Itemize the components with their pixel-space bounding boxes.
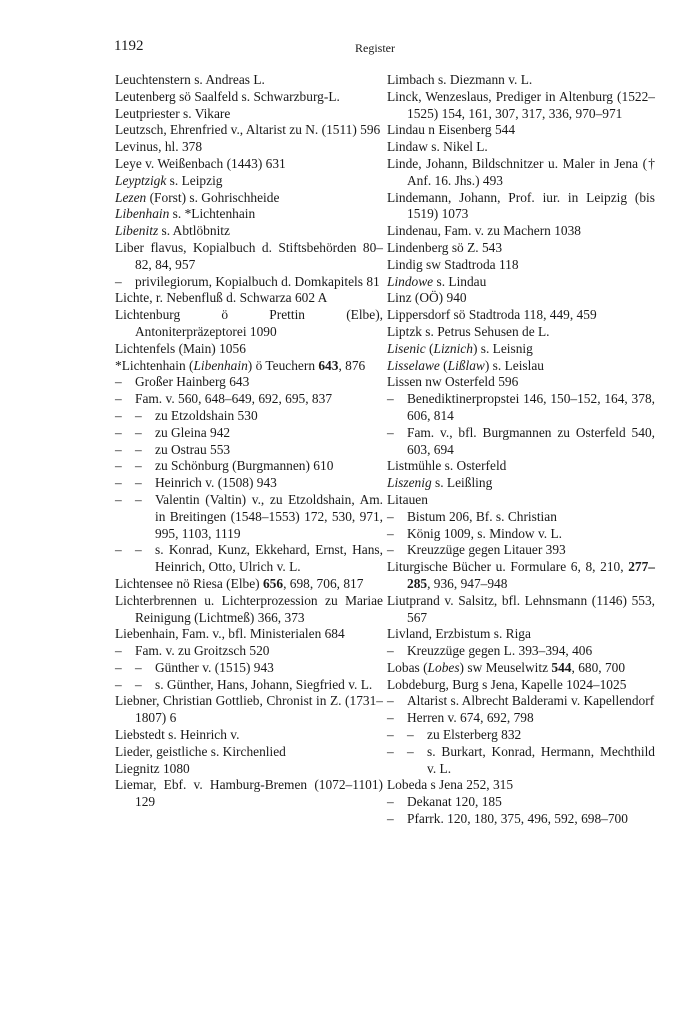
sub-entry-dash: – [135, 659, 142, 675]
primary-page-reference: 643 [318, 357, 339, 373]
register-subentry [387, 526, 655, 543]
entry-text: Livland, Erzbistum s. Riga [387, 626, 531, 642]
register-entry [387, 240, 655, 257]
entry-text: Lindenau, Fam. v. zu Machern 1038 [387, 223, 581, 239]
sub-entry-dash: – [387, 643, 394, 659]
historical-name-variant: Lezen [115, 189, 147, 205]
historical-name-variant: Lisenic [387, 340, 426, 356]
entry-text: Liemar, Ebf. v. Hamburg-Bremen (1072–1101) 129 [115, 777, 383, 810]
register-subentry [115, 492, 383, 542]
entry-text: Lichte, r. Nebenfluß d. Schwarza 602 A [115, 290, 328, 306]
entry-text: König 1009, s. Mindow v. L. [407, 525, 562, 541]
register-subentry [115, 542, 383, 576]
register-subentry [387, 744, 655, 778]
entry-text: zu Ostrau 553 [155, 441, 231, 457]
register-entry [115, 693, 383, 727]
entry-text: s. Konrad, Kunz, Ekkehard, Ernst, Hans, Heinrich, Otto, Ulrich v. L. [155, 542, 383, 575]
entry-text: privilegiorum, Kopialbuch d. Domkapitels 81 [135, 273, 380, 289]
entry-text: Lichtenfels (Main) 1056 [115, 340, 246, 356]
entry-text: zu Gleina 942 [155, 424, 231, 440]
entry-text: Lobeda s Jena 252, 315 [387, 777, 514, 793]
register-entry [115, 106, 383, 123]
register-entry [115, 576, 383, 593]
register-entry [387, 72, 655, 89]
entry-text: Lobdeburg, Burg s Jena, Kapelle 1024–1025 [387, 676, 627, 692]
entry-text: , 876 [338, 357, 366, 373]
sub-entry-dash: – [387, 811, 394, 827]
register-subentry [387, 727, 655, 744]
entry-text: Lichterbrennen u. Lichterprozession zu Mariae Reinigung (Lichtmeß) 366, 373 [115, 592, 383, 625]
entry-text: Leuchtenstern s. Andreas L. [115, 72, 265, 87]
sub-entry-dash: – [115, 491, 122, 507]
sub-entry-dash: – [387, 542, 394, 558]
register-subentry [115, 643, 383, 660]
entry-text: (Forst) s. Gohrischheide [146, 189, 280, 205]
entry-text: Lippersdorf sö Stadtroda 118, 449, 459 [387, 307, 597, 323]
register-entry [387, 559, 655, 593]
register-entry [387, 492, 655, 509]
register-entry [387, 660, 655, 677]
sub-entry-dash: – [135, 475, 142, 491]
entry-text: Liegnitz 1080 [115, 760, 190, 776]
register-column-right [387, 72, 655, 828]
sub-entry-dash: – [135, 424, 142, 440]
sub-entry-dash: – [115, 542, 122, 558]
sub-entry-dash: – [115, 458, 122, 474]
sub-entry-dash: – [115, 441, 122, 457]
entry-text: Linde, Johann, Bildschnitzer u. Maler in Jena († Anf. 16. Jhs.) 493 [387, 155, 655, 188]
sub-entry-dash: – [387, 391, 394, 407]
register-entry [387, 458, 655, 475]
register-entry [115, 307, 383, 341]
entry-text: Litauen [387, 491, 428, 507]
entry-text: Valentin (Valtin) v., zu Etzoldshain, Am. in Breitingen (1548–1553) 172, 530, 971, 995, 1103, 1119 [155, 491, 383, 541]
entry-text: Dekanat 120, 185 [407, 794, 502, 810]
sub-entry-dash: – [135, 491, 142, 507]
page-number: 1192 [114, 38, 144, 54]
sub-entry-dash: – [387, 693, 394, 709]
register-entry [387, 593, 655, 627]
register-subentry [115, 391, 383, 408]
register-entry [115, 223, 383, 240]
register-entry [115, 593, 383, 627]
entry-text: ( [425, 340, 434, 356]
register-subentry [115, 408, 383, 425]
entry-text: Fam. v., bfl. Burgmannen zu Osterfeld 540, 603, 694 [407, 424, 655, 457]
register-entry [387, 341, 655, 358]
sub-entry-dash: – [115, 273, 122, 289]
register-entry [115, 240, 383, 274]
entry-text: ) s. Leislau [484, 357, 544, 373]
entry-text: ) ö Teuchern [247, 357, 319, 373]
register-entry [115, 626, 383, 643]
entry-text: Liber flavus, Kopialbuch d. Stiftsbehörden 80–82, 84, 957 [115, 239, 383, 272]
register-subentry [387, 509, 655, 526]
register-entry [387, 626, 655, 643]
register-entry [387, 156, 655, 190]
register-entry [387, 307, 655, 324]
entry-text: Lichtenburg ö Prettin (Elbe), Antoniterpräzeptorei 1090 [115, 307, 383, 339]
entry-text: , 936, 947–948 [427, 575, 508, 591]
entry-text: Herren v. 674, 692, 798 [407, 710, 534, 726]
register-subentry [387, 542, 655, 559]
register-entry [115, 777, 383, 811]
entry-text: , 698, 706, 817 [283, 575, 364, 591]
register-entry [387, 324, 655, 341]
register-subentry [115, 274, 383, 291]
primary-page-reference: 277–285 [407, 559, 655, 591]
register-entry [387, 777, 655, 794]
register-entry [387, 374, 655, 391]
register-subentry [115, 475, 383, 492]
register-subentry [387, 425, 655, 459]
register-entry [387, 358, 655, 375]
register-entry [115, 206, 383, 223]
entry-text: Lindaw s. Nikel L. [387, 139, 488, 155]
entry-text: zu Schönburg (Burgmannen) 610 [155, 458, 334, 474]
entry-text: Lichtensee nö Riesa (Elbe) [115, 575, 263, 591]
entry-text: Günther v. (1515) 943 [155, 659, 274, 675]
entry-text: Großer Hainberg 643 [135, 374, 250, 390]
register-entry [387, 257, 655, 274]
register-entry [115, 139, 383, 156]
register-subentry [387, 811, 655, 828]
entry-text: Leutpriester s. Vikare [115, 105, 231, 121]
register-entry [387, 122, 655, 139]
sub-entry-dash: – [115, 475, 122, 491]
entry-text: Levinus, hl. 378 [115, 139, 203, 155]
sub-entry-dash: – [387, 508, 394, 524]
entry-text: Liutprand v. Salsitz, bfl. Lehnsmann (1146) 553, 567 [387, 592, 655, 625]
register-entry [387, 89, 655, 123]
register-entry [387, 290, 655, 307]
entry-text: s. Abtlöbnitz [158, 223, 230, 239]
entry-text: Kreuzzüge gegen Litauer 393 [407, 542, 566, 558]
sub-entry-dash: – [115, 391, 122, 407]
sub-entry-dash: – [115, 659, 122, 675]
entry-text: Leye v. Weißenbach (1443) 631 [115, 155, 286, 171]
register-subentry [115, 677, 383, 694]
entry-text: Liptzk s. Petrus Sehusen de L. [387, 323, 550, 339]
entry-text: Lindemann, Johann, Prof. iur. in Leipzig (bis 1519) 1073 [387, 189, 655, 222]
register-entry [115, 761, 383, 778]
register-entry [115, 156, 383, 173]
sub-entry-dash: – [115, 374, 122, 390]
historical-name-variant: Libenhain [115, 206, 170, 222]
register-entry [115, 190, 383, 207]
register-subentry [115, 660, 383, 677]
entry-text: Heinrich v. (1508) 943 [155, 475, 277, 491]
register-entry [115, 727, 383, 744]
register-subentry [387, 794, 655, 811]
entry-text: Listmühle s. Osterfeld [387, 458, 507, 474]
entry-text: zu Elsterberg 832 [427, 727, 522, 743]
entry-text: ( [439, 357, 448, 373]
entry-text: Leutenberg sö Saalfeld s. Schwarzburg-L. [115, 88, 340, 104]
sub-entry-dash: – [387, 525, 394, 541]
historical-name-variant: Lißlaw [447, 357, 485, 373]
register-entry [115, 173, 383, 190]
register-column-left [115, 72, 383, 811]
entry-text: s. Lindau [433, 273, 487, 289]
entry-text: s. Burkart, Konrad, Hermann, Mechthild v. L. [427, 743, 655, 776]
entry-text: Lobas ( [387, 659, 428, 675]
entry-text: Benediktinerpropstei 146, 150–152, 164, 378, 606, 814 [407, 391, 655, 423]
primary-page-reference: 544 [551, 659, 572, 675]
sub-entry-dash: – [407, 727, 414, 743]
register-entry [387, 190, 655, 224]
register-entry [115, 358, 383, 375]
register-subentry [387, 391, 655, 425]
historical-name-variant: Liszenig [387, 475, 432, 491]
register-entry [115, 744, 383, 761]
running-head: Register [355, 41, 395, 55]
sub-entry-dash: – [135, 458, 142, 474]
register-entry [387, 677, 655, 694]
historical-name-variant: Liznich [433, 340, 473, 356]
register-subentry [387, 643, 655, 660]
entry-text: Liturgische Bücher u. Formulare 6, 8, 210, [387, 559, 629, 575]
entry-text: ) s. Leisnig [472, 340, 533, 356]
entry-text: Linck, Wenzeslaus, Prediger in Altenburg (1522–1525) 154, 161, 307, 317, 336, 970–971 [387, 88, 655, 121]
sub-entry-dash: – [387, 743, 394, 759]
register-subentry [115, 442, 383, 459]
entry-text: s. *Lichtenhain [169, 206, 256, 222]
historical-name-variant: Leyptzigk [115, 172, 167, 188]
sub-entry-dash: – [135, 407, 142, 423]
register-entry [387, 223, 655, 240]
entry-text: s. Leißling [431, 475, 493, 491]
sub-entry-dash: – [387, 727, 394, 743]
register-subentry [115, 425, 383, 442]
historical-name-variant: Libenhain [193, 357, 248, 373]
historical-name-variant: Lobes [427, 659, 460, 675]
entry-text: Liebstedt s. Heinrich v. [115, 727, 240, 743]
historical-name-variant: Lindowe [387, 273, 434, 289]
entry-text: Liebenhain, Fam. v., bfl. Ministerialen 684 [115, 626, 345, 642]
sub-entry-dash: – [115, 643, 122, 659]
register-entry [115, 89, 383, 106]
entry-text: Lindenberg sö Z. 543 [387, 239, 503, 255]
sub-entry-dash: – [387, 794, 394, 810]
sub-entry-dash: – [135, 676, 142, 692]
entry-text: Fam. v. zu Groitzsch 520 [135, 643, 270, 659]
entry-text: Lindau n Eisenberg 544 [387, 122, 516, 138]
entry-text: Fam. v. 560, 648–649, 692, 695, 837 [135, 391, 333, 407]
entry-text: Lissen nw Osterfeld 596 [387, 374, 519, 390]
entry-text: *Lichtenhain ( [115, 357, 194, 373]
register-entry [387, 139, 655, 156]
entry-text: , 680, 700 [571, 659, 626, 675]
sub-entry-dash: – [407, 743, 414, 759]
register-subentry [115, 374, 383, 391]
entry-text: Pfarrk. 120, 180, 375, 496, 592, 698–700 [407, 811, 628, 827]
entry-text: Liebner, Christian Gottlieb, Chronist in Z. (1731–1807) 6 [115, 693, 383, 726]
sub-entry-dash: – [115, 676, 122, 692]
entry-text: s. Günther, Hans, Johann, Siegfried v. L. [155, 676, 373, 692]
entry-text: ) sw Meuselwitz [459, 659, 552, 675]
entry-text: Limbach s. Diezmann v. L. [387, 72, 533, 87]
sub-entry-dash: – [387, 710, 394, 726]
sub-entry-dash: – [115, 424, 122, 440]
sub-entry-dash: – [387, 424, 394, 440]
register-subentry [115, 458, 383, 475]
entry-text: zu Etzoldshain 530 [155, 407, 258, 423]
entry-text: Lindig sw Stadtroda 118 [387, 256, 519, 272]
register-subentry [387, 710, 655, 727]
entry-text: s. Leipzig [166, 172, 223, 188]
entry-text: Lieder, geistliche s. Kirchenlied [115, 743, 286, 759]
register-entry [387, 274, 655, 291]
entry-text: Linz (OÖ) 940 [387, 290, 467, 306]
sub-entry-dash: – [115, 407, 122, 423]
register-entry [115, 122, 383, 139]
register-subentry [387, 693, 655, 710]
entry-text: Altarist s. Albrecht Balderami v. Kapellendorf [407, 693, 655, 709]
register-entry [115, 72, 383, 89]
historical-name-variant: Lisselawe [387, 357, 440, 373]
sub-entry-dash: – [135, 441, 142, 457]
entry-text: Kreuzzüge gegen L. 393–394, 406 [407, 643, 593, 659]
entry-text: Leutzsch, Ehrenfried v., Altarist zu N. (1511) 596 [115, 122, 381, 138]
historical-name-variant: Libenitz [115, 223, 159, 239]
sub-entry-dash: – [135, 542, 142, 558]
primary-page-reference: 656 [262, 575, 284, 591]
register-entry [115, 341, 383, 358]
entry-text: Bistum 206, Bf. s. Christian [407, 508, 557, 524]
register-entry [115, 290, 383, 307]
register-entry [387, 475, 655, 492]
